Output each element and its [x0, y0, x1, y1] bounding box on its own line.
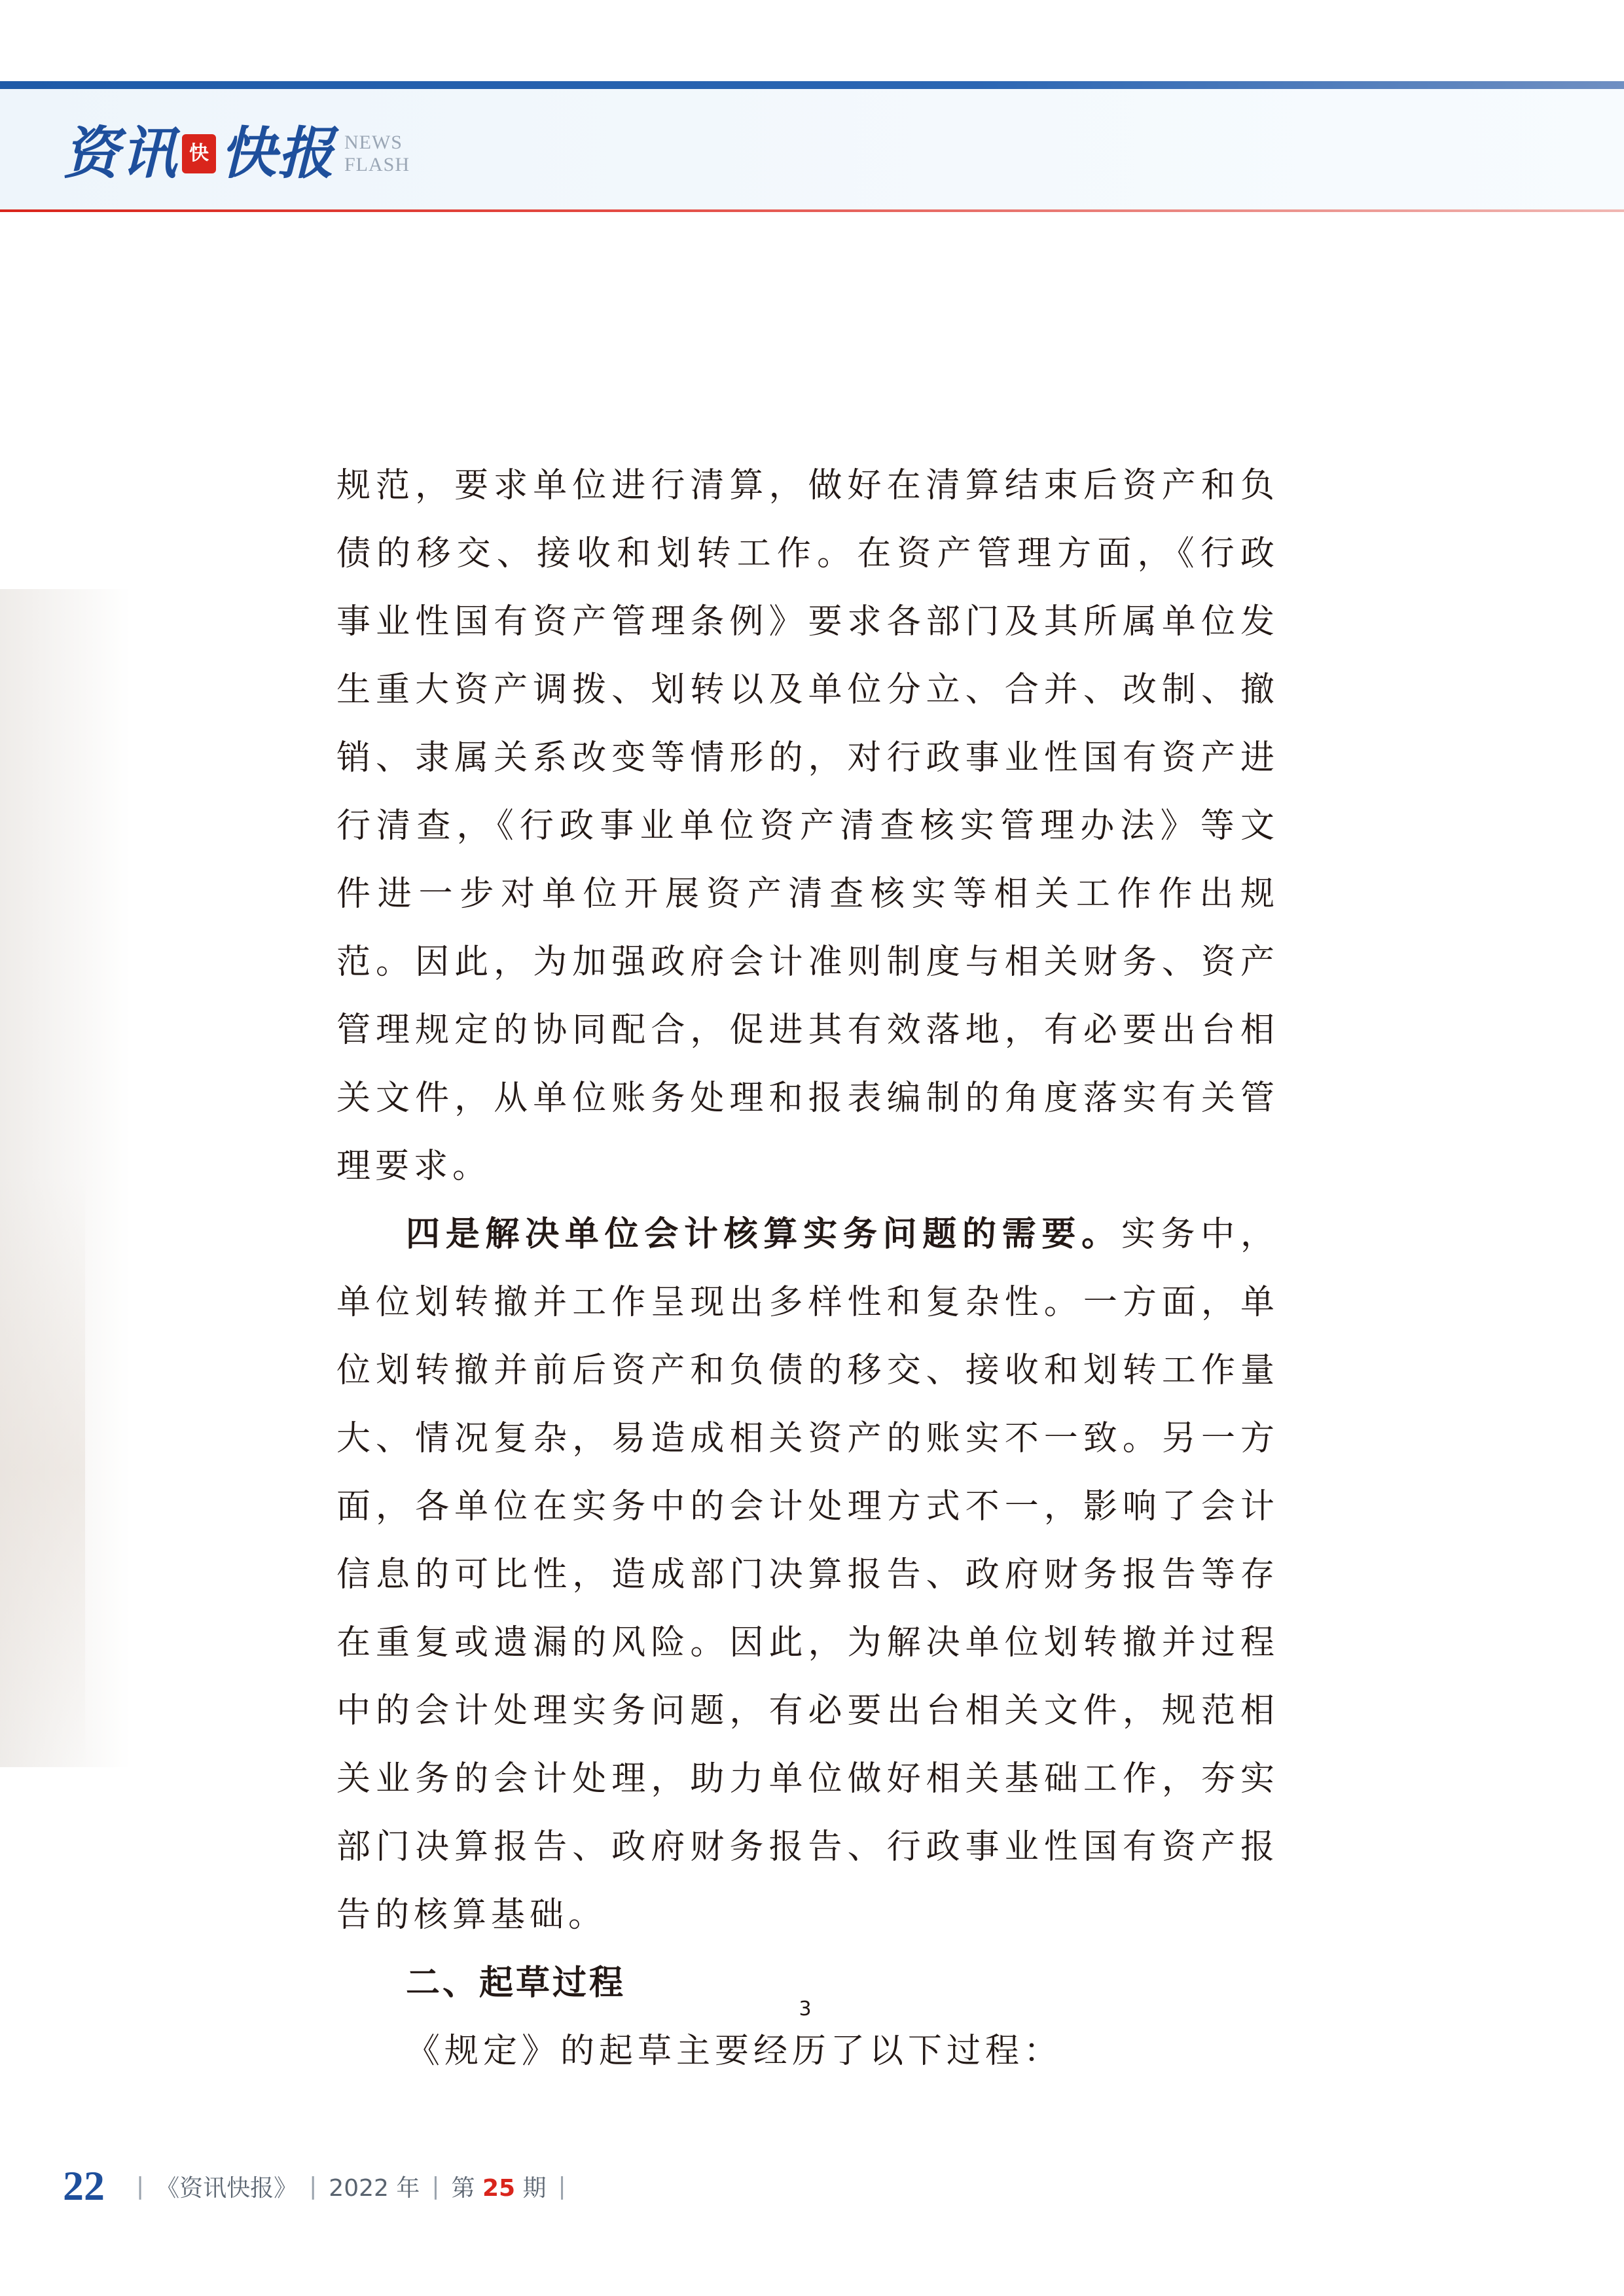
logo-en-news: NEWS [344, 132, 403, 153]
issue-suffix: 期 [522, 2174, 547, 2202]
header-top-line [0, 81, 1624, 89]
footer-publication: 《资讯快报》 [156, 2174, 298, 2202]
paragraph-2-text: 实务中，单位划转撤并工作呈现出多样性和复杂性。一方面，单位划转撤并前后资产和负债的移交、接收和划转工作量大、情况复杂，易造成相关资产的账实不一致。另一方面，各单位在实务中的会计处理方式不一，影响了会计信息的可比性，造成部门决算报告、政府财务报告等存在重复或遗漏的风险。因此，为解决单位划转撤并过程中的会计处理实务问题，有必要出台相关文件，规范相关业务的会计处理，助力单位做好相关基础工作，夯实部门决算报告、政府财务报告、行政事业性国有资产报告的核算基础。 [336, 1215, 1279, 1935]
footer-separator: | [309, 2172, 317, 2200]
background-decoration-lower [0, 1178, 85, 1767]
issue-prefix: 第 [451, 2174, 475, 2202]
footer [63, 2160, 578, 2212]
paragraph-2 [336, 1200, 1279, 1949]
footer-separator: | [558, 2172, 566, 2200]
logo-text-right: 快报 [220, 120, 335, 187]
footer-issue [452, 2170, 547, 2203]
footer-separator: | [431, 2172, 440, 2200]
footer-year: 2022 年 [329, 2174, 420, 2202]
footer-separator: | [136, 2172, 145, 2200]
logo-seal: 快 [182, 134, 216, 173]
footer-page-number: 22 [63, 2162, 105, 2209]
paragraph-3: 《规定》的起草主要经历了以下过程： [406, 2032, 1063, 2071]
article-body [336, 452, 1279, 2085]
header-bottom-line [0, 209, 1624, 212]
masthead-logo [63, 118, 410, 190]
inner-page-number: 3 [799, 1998, 812, 2020]
logo-english [344, 132, 410, 176]
paragraph-1: 规范，要求单位进行清算，做好在清算结束后资产和负债的移交、接收和划转工作。在资产管理方面，《行政事业性国有资产管理条例》要求各部门及其所属单位发生重大资产调拨、划转以及单位分立、合并、改制、撤销、隶属关系改变等情形的，对行政事业性国有资产进行清查，《行政事业单位资产清查核实管理办法》等文件进一步对单位开展资产清查核实等相关工作作出规范。因此，为加强政府会计准则制度与相关财务、资产管理规定的协同配合，促进其有效落地，有必要出台相关文件，从单位账务处理和报表编制的角度落实有关管理要求。 [336, 466, 1279, 1186]
paragraph-2-lead: 四是解决单位会计核算实务问题的需要。 [406, 1214, 1121, 1254]
logo-en-flash: FLASH [344, 154, 410, 175]
issue-number: 25 [482, 2174, 516, 2202]
logo-text-left: 资讯 [63, 120, 178, 187]
section-heading: 二、起草过程 [406, 1964, 626, 2003]
